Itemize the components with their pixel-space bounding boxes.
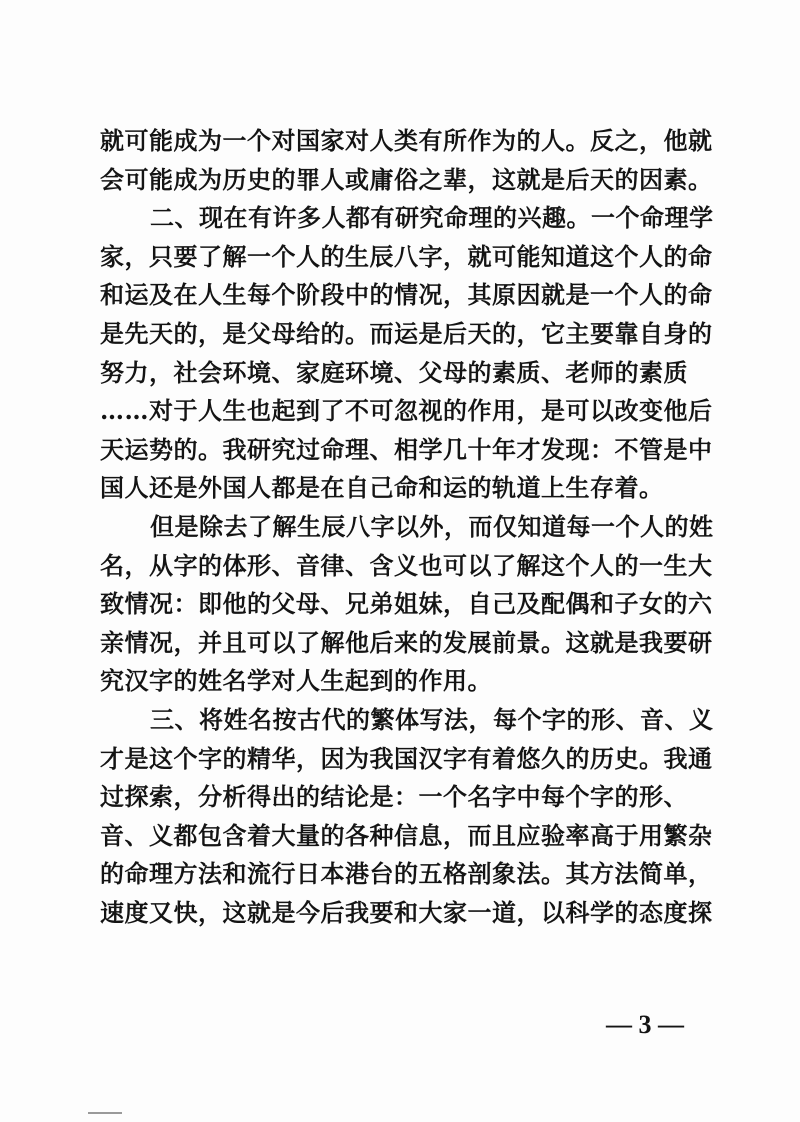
text-line: 亲情况，并且可以了解他后来的发展前景。这就是我要研 <box>100 627 713 657</box>
text-line: 就可能成为一个对国家对人类有所作为的人。反之，他就 <box>100 126 713 155</box>
text-line: 家，只要了解一个人的生辰八字，就可能知道这个人的命 <box>100 241 713 271</box>
text-line: 究汉字的姓名学对人生起到的作用。 <box>100 666 492 696</box>
text-line: 二、现在有许多人都有研究命理的兴趣。一个命理学 <box>150 203 714 233</box>
text-line: 过探索，分析得出的结论是：一个名字中每个字的形、 <box>100 782 688 812</box>
body-text <box>100 122 740 932</box>
text-line: 是先天的，是父母给的。而运是后天的，它主要靠自身的 <box>100 318 713 348</box>
text-line: ……对于人生也起到了不可忽视的作用，是可以改变他后 <box>100 396 713 426</box>
text-line: 速度又快，这就是今后我要和大家一道，以科学的态度探 <box>100 897 713 927</box>
page-number: — 3 — <box>606 1010 684 1039</box>
text-line: 才是这个字的精华，因为我国汉字有着悠久的历史。我通 <box>100 743 713 773</box>
text-line: 三、将姓名按古代的繁体写法，每个字的形、音、义 <box>150 704 714 734</box>
text-line: 音、义都包含着大量的各种信息，而且应验率高于用繁杂 <box>100 820 713 850</box>
text-line: 天运势的。我研究过命理、相学几十年才发现：不管是中 <box>100 434 713 464</box>
text-line: 的命理方法和流行日本港台的五格剖象法。其方法简单， <box>100 859 713 889</box>
text-line: 和运及在人生每个阶段中的情况，其原因就是一个人的命 <box>100 280 713 310</box>
text-line: 名，从字的体形、音律、含义也可以了解这个人的一生大 <box>100 550 713 580</box>
text-line: 致情况：即他的父母、兄弟姐妹，自己及配偶和子女的六 <box>100 589 713 619</box>
scan-margin-mark <box>88 1112 122 1114</box>
text-line: 国人还是外国人都是在自己命和运的轨道上生存着。 <box>100 473 664 503</box>
text-line: 会可能成为历史的罪人或庸俗之辈，这就是后天的因素。 <box>100 164 713 194</box>
text-line: 但是除去了解生辰八字以外，而仅知道每一个人的姓 <box>150 511 714 541</box>
text-line: 努力，社会环境、家庭环境、父母的素质、老师的素质 <box>100 357 688 387</box>
